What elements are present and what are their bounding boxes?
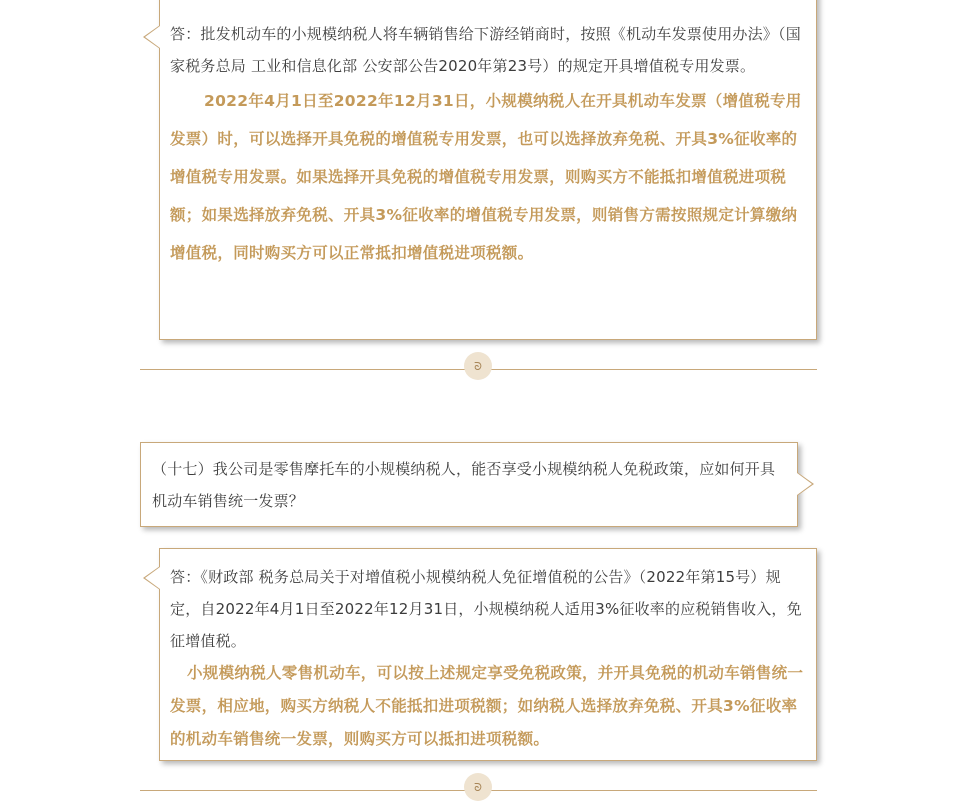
- speech-pointer-inner: [797, 473, 812, 495]
- divider-ornament-icon: ᘐ: [464, 773, 492, 801]
- answer-1-intro: 答：批发机动车的小规模纳税人将车辆销售给下游经销商时，按照《机动车发票使用办法》（国家税务总局 工业和信息化部 公安部公告2020年第23号）的规定开具增值税专用发票。: [170, 25, 801, 75]
- answer-box-2: [159, 548, 817, 761]
- answer-2-intro: 答：《财政部 税务总局关于对增值税小规模纳税人免征增值税的公告》（2022年第15号）规定，自2022年4月1日至2022年12月31日，小规模纳税人适用3%征收率的应税销售收入，免征增值税。: [170, 568, 802, 650]
- question-17-text: （十七）我公司是零售摩托车的小规模纳税人，能否享受小规模纳税人免税政策，应如何开具机动车销售统一发票？: [152, 460, 776, 510]
- speech-pointer-inner: [145, 26, 160, 48]
- answer-1-highlight: 2022年4月1日至2022年12月31日，小规模纳税人在开具机动车发票（增值税专用发票）时，可以选择开具免税的增值税专用发票，也可以选择放弃免税、开具3%征收率的增值税专用发票。如果选择开具免税的增值税专用发票，则购买方不能抵扣增值税进项税额；如果选择放弃免税、开具3%征收率的增值税专用发票，则销售方需按照规定计算缴纳增值税，同时购买方可以正常抵扣增值税进项税额。: [170, 92, 802, 262]
- divider-ornament-icon: ᘐ: [464, 352, 492, 380]
- speech-pointer-inner: [145, 567, 160, 589]
- answer-2-highlight: 小规模纳税人零售机动车，可以按上述规定享受免税政策，并开具免税的机动车销售统一发票，相应地，购买方纳税人不能抵扣进项税额；如纳税人选择放弃免税、开具3%征收率的机动车销售统一发票，则购买方可以抵扣进项税额。: [170, 664, 804, 748]
- answer-box-1: [159, 0, 817, 340]
- question-box-17: [140, 442, 798, 527]
